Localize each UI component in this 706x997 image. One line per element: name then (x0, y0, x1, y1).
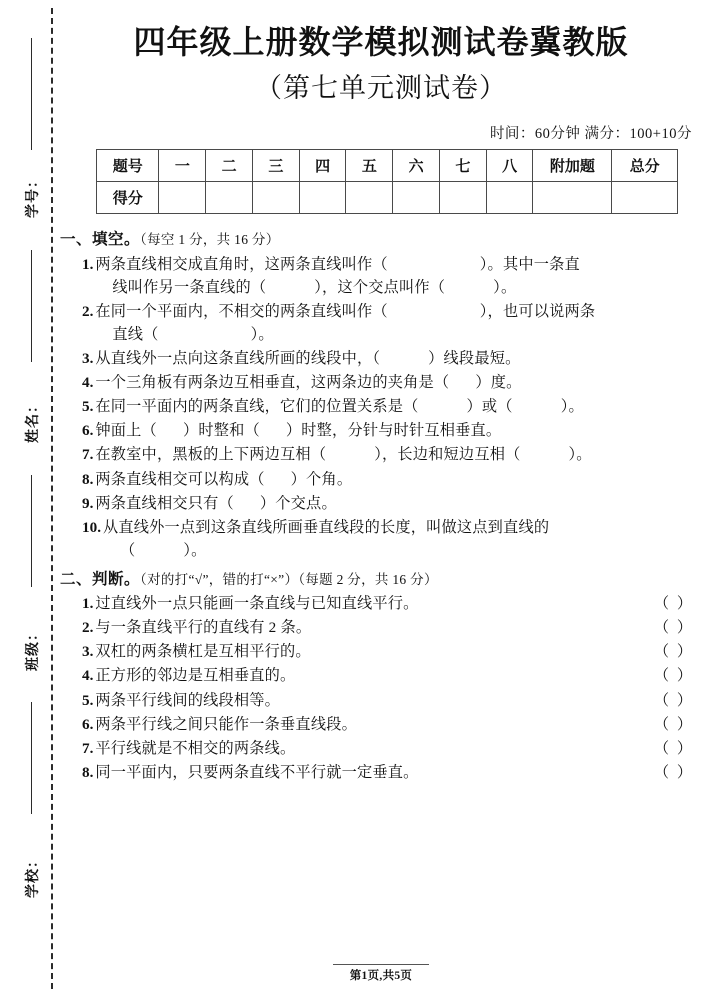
answer-parentheses[interactable]: （ ） (653, 595, 694, 613)
score-table-col-4: 四 (299, 150, 346, 182)
question-number: 8. (82, 470, 94, 488)
section-note-true-false: （对的打“√”，错的打“×”）（每题 2 分，共 16 分） (140, 571, 438, 587)
section-note-fill-in-blank: （每空 1 分，共 16 分） (140, 232, 280, 248)
score-table-col-5: 五 (346, 150, 393, 182)
question-item (60, 253, 694, 299)
score-table-col-1: 一 (159, 150, 206, 182)
question-text-part: 两条直线相交成直角时，这两条直线叫作（ (95, 255, 388, 273)
answer-parentheses[interactable]: （ ） (653, 763, 694, 781)
question-text-continued (103, 539, 694, 562)
question-item (60, 371, 694, 394)
question-text-part: ）线段最短。 (428, 350, 521, 368)
question-number: 2. (82, 619, 94, 637)
seal-solid-line-4 (31, 702, 32, 814)
question-text-part: （ (119, 541, 136, 559)
question-item (60, 468, 694, 491)
question-text-part: 平行线就是不相交的两条线。 (95, 739, 296, 757)
score-cell-5[interactable] (346, 182, 393, 214)
question-text-part: 在教室中，黑板的上下两边互相（ (95, 446, 327, 464)
question-text-part: ）或（ (466, 398, 513, 416)
score-cell-total[interactable] (612, 182, 678, 214)
section-heading-true-false (60, 568, 694, 591)
question-item (60, 419, 694, 442)
score-table-scores-row (97, 182, 678, 214)
question-item (60, 492, 694, 515)
question-text (95, 664, 694, 687)
score-cell-8[interactable] (486, 182, 533, 214)
question-number: 4. (82, 667, 94, 685)
question-text-part: 钟面上（ (95, 422, 157, 440)
question-text-part: ）。 (560, 398, 584, 416)
margin-label-class: 班级： (26, 626, 41, 671)
question-number: 7. (82, 446, 94, 464)
question-text-part: ）度。 (475, 374, 522, 392)
question-text (95, 492, 694, 515)
question-text (95, 371, 694, 394)
question-text (95, 713, 694, 736)
question-text-continued (95, 276, 694, 299)
question-text-part: 正方形的邻边是互相垂直的。 (95, 667, 296, 685)
question-item (60, 516, 694, 562)
score-table-container (56, 149, 706, 214)
question-text (95, 761, 694, 784)
page-footer (56, 964, 706, 983)
page-number-label: 第1页,共5页 (333, 964, 429, 983)
question-text-part: 两条平行线间的线段相等。 (95, 691, 281, 709)
question-text (95, 253, 694, 299)
question-text-part: ）时整，分针与时针互相垂直。 (285, 422, 502, 440)
question-number: 5. (82, 398, 94, 416)
question-item (60, 664, 694, 687)
question-item (60, 689, 694, 712)
answer-parentheses[interactable]: （ ） (653, 643, 694, 661)
score-cell-1[interactable] (159, 182, 206, 214)
score-cell-3[interactable] (252, 182, 299, 214)
section-title-fill-in-blank: 一、填空。 (60, 231, 141, 249)
question-text-part: 在同一个平面内，不相交的两条直线叫作（ (95, 302, 388, 320)
question-text-part: 两条直线相交只有（ (95, 494, 234, 512)
answer-parentheses[interactable]: （ ） (653, 739, 694, 757)
question-text-part: 从直线外一点到这条直线所画垂直线段的长度，叫做这点到直线的 (102, 518, 550, 536)
question-number: 10. (82, 518, 101, 536)
question-item (60, 347, 694, 370)
question-item (60, 761, 694, 784)
question-text (95, 592, 694, 615)
question-text-part: ）个交点。 (259, 494, 337, 512)
score-table-row-label-header: 题号 (97, 150, 159, 182)
question-text (95, 616, 694, 639)
score-table-header-row (97, 150, 678, 182)
question-number: 4. (82, 374, 94, 392)
question-text-part: ）。 (493, 278, 517, 296)
score-cell-7[interactable] (439, 182, 486, 214)
question-text (95, 300, 694, 346)
question-text (95, 737, 694, 760)
score-cell-6[interactable] (393, 182, 440, 214)
score-table-col-extra: 附加题 (533, 150, 612, 182)
page-title-block (56, 22, 706, 106)
question-text-continued (95, 323, 694, 346)
section-heading-fill-in-blank (60, 228, 694, 251)
question-list-true-false (60, 592, 694, 784)
answer-parentheses[interactable]: （ ） (653, 619, 694, 637)
question-text-part: ），这个交点叫作（ (314, 278, 446, 296)
question-text-part: ）时整和（ (182, 422, 260, 440)
question-text-part: ），也可以说两条 (479, 302, 596, 320)
question-item (60, 616, 694, 639)
question-text-part: ），长边和短边互相（ (374, 446, 521, 464)
question-number: 3. (82, 643, 94, 661)
question-text (95, 419, 694, 442)
question-number: 6. (82, 715, 94, 733)
question-number: 9. (82, 494, 94, 512)
question-item (60, 713, 694, 736)
question-text-part: 双杠的两条横杠是互相平行的。 (95, 643, 311, 661)
seal-solid-line-1 (31, 38, 32, 150)
question-number: 3. (82, 350, 94, 368)
score-table-col-7: 七 (439, 150, 486, 182)
question-text (95, 395, 694, 418)
question-item (60, 395, 694, 418)
margin-label-name: 姓名： (26, 398, 41, 443)
question-text-part: 同一平面内，只要两条直线不平行就一定垂直。 (95, 763, 419, 781)
score-table (96, 149, 678, 214)
question-text-part: 一个三角板有两条边互相垂直，这两条边的夹角是（ (95, 374, 450, 392)
question-text-part: 线叫作另一条直线的（ (112, 278, 267, 296)
seal-solid-line-3 (31, 475, 32, 587)
question-item (60, 443, 694, 466)
question-item (60, 592, 694, 615)
score-cell-2[interactable] (206, 182, 253, 214)
question-item (60, 640, 694, 663)
question-text-part: 直线（ (112, 325, 159, 343)
question-text-part: 在同一平面内的两条直线，它们的位置关系是（ (95, 398, 419, 416)
score-cell-extra[interactable] (533, 182, 612, 214)
question-text (95, 347, 694, 370)
margin-label-student-id: 学号： (26, 173, 41, 218)
question-text-part: ）。 (183, 541, 207, 559)
question-number: 6. (82, 422, 94, 440)
question-number: 7. (82, 739, 94, 757)
seal-dashed-line (51, 8, 53, 989)
question-text-part: ）。 (250, 325, 274, 343)
exam-meta-info: 时间：60分钟 满分：100+10分 (489, 126, 692, 143)
score-table-col-6: 六 (393, 150, 440, 182)
score-table-col-8: 八 (486, 150, 533, 182)
seal-solid-line-2 (31, 250, 32, 362)
score-table-col-3: 三 (252, 150, 299, 182)
question-item (60, 737, 694, 760)
question-number: 2. (82, 302, 94, 320)
section-title-true-false: 二、判断。 (60, 570, 141, 588)
question-text-part: ）。 (568, 446, 592, 464)
score-table-col-2: 二 (206, 150, 253, 182)
margin-label-school: 学校： (26, 853, 41, 898)
page-title: 四年级上册数学模拟测试卷冀教版 (133, 24, 629, 60)
question-item (60, 300, 694, 346)
page-subtitle: （第七单元测试卷） (255, 73, 507, 103)
question-number: 1. (82, 595, 94, 613)
question-text-part: ）。其中一条直 (479, 255, 580, 273)
question-text-part: ）个角。 (290, 470, 353, 488)
question-text (95, 640, 694, 663)
question-text-part: 两条平行线之间只能作一条垂直线段。 (95, 715, 357, 733)
exam-page (56, 0, 706, 997)
question-number: 1. (82, 255, 94, 273)
question-text-part: 与一条直线平行的直线有 2 条。 (95, 619, 312, 637)
question-text (103, 516, 694, 562)
question-text-part: 两条直线相交可以构成（ (95, 470, 265, 488)
question-text-part: 从直线外一点向这条直线所画的线段中，（ (95, 350, 381, 368)
question-text (95, 443, 694, 466)
score-table-col-total: 总分 (612, 150, 678, 182)
binding-margin-area (0, 0, 56, 997)
score-table-row-label-scores: 得分 (97, 182, 159, 214)
score-cell-4[interactable] (299, 182, 346, 214)
question-text (95, 468, 694, 491)
question-text-part: 过直线外一点只能画一条直线与已知直线平行。 (95, 595, 419, 613)
question-text (95, 689, 694, 712)
answer-parentheses[interactable]: （ ） (653, 715, 694, 733)
question-list-fill-in-blank (60, 253, 694, 562)
answer-parentheses[interactable]: （ ） (653, 691, 694, 709)
answer-parentheses[interactable]: （ ） (653, 667, 694, 685)
exam-body (56, 228, 706, 783)
question-number: 5. (82, 691, 94, 709)
question-number: 8. (82, 763, 94, 781)
